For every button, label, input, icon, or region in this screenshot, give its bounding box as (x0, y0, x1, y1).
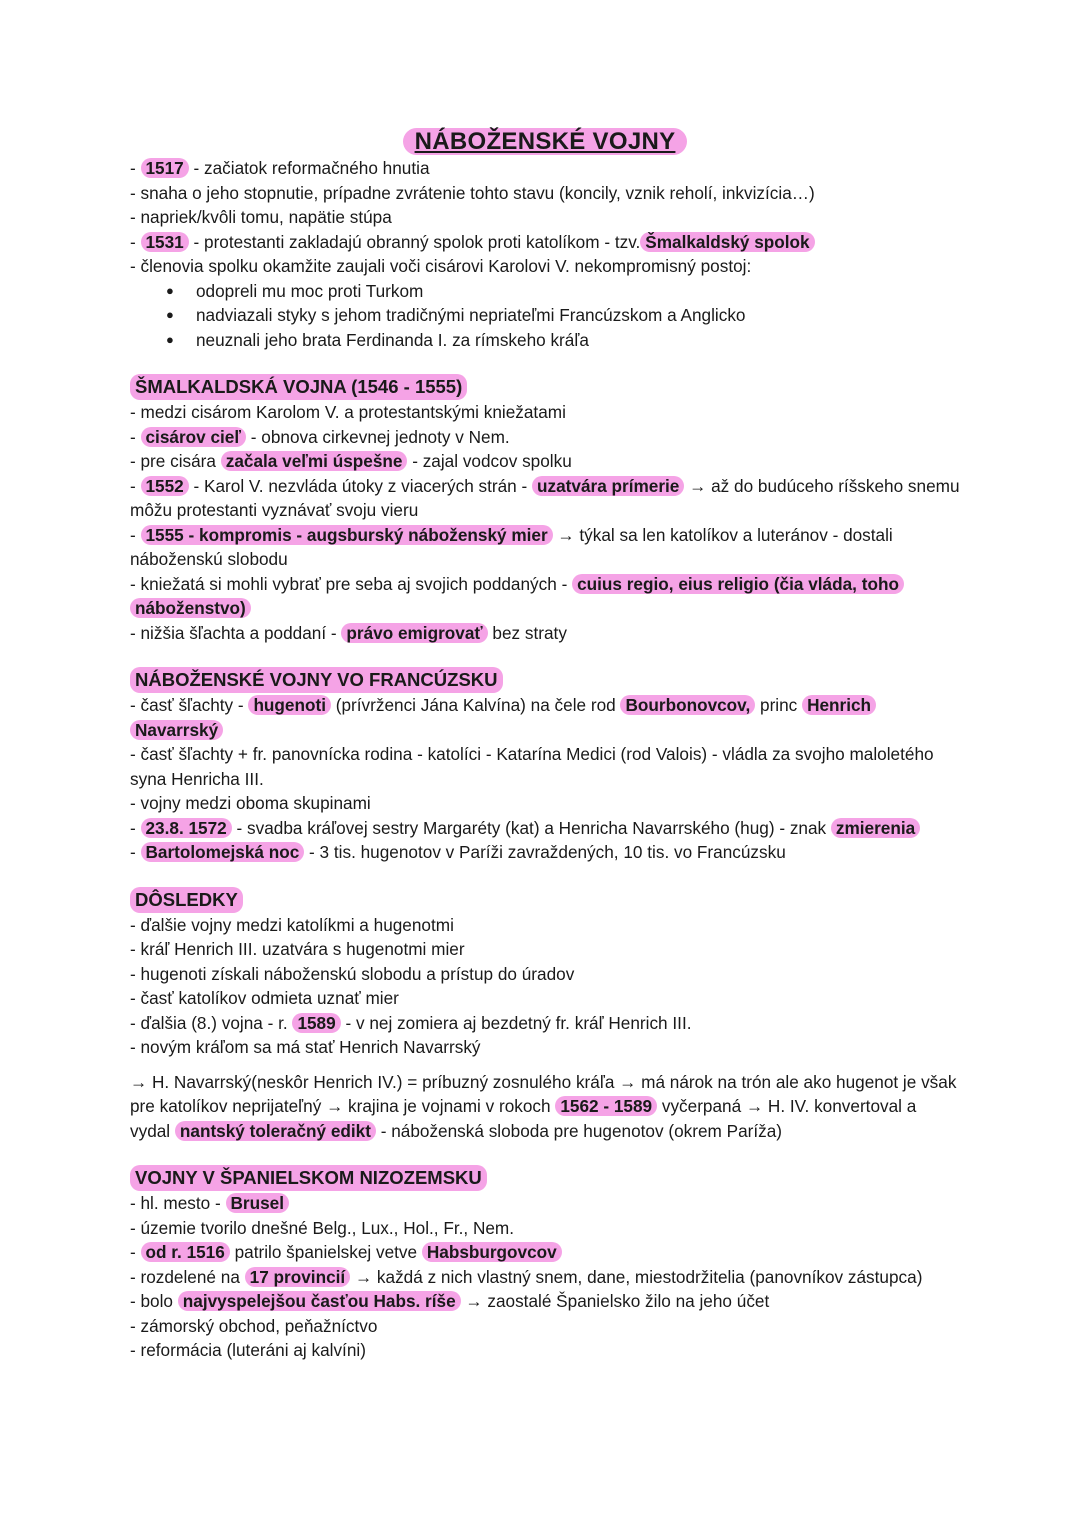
sp-line-6: - zámorský obchod, peňažníctvo (130, 1315, 378, 1336)
smal-line-5: - 1555 - kompromis - augsburský náboženský mier → týkal sa len katolíkov a luteránov - dostali náboženskú slobodu (130, 524, 893, 569)
section-heading-dosledky: DÔSLEDKY (130, 887, 243, 913)
title-wrap (130, 128, 960, 156)
sp-line-7: - reformácia (luteráni aj kalvíni) (130, 1340, 366, 1360)
fr-line-1: - časť šľachty - hugenoti (prívrženci Jána Kalvína) na čele rod Bourbonovcov, princ Henrich Navarrský (130, 693, 960, 742)
smal-line-2: - cisárov cieľ - obnova cirkevnej jednoty v Nem. (130, 426, 510, 447)
page-title: NÁBOŽENSKÉ VOJNY (403, 128, 688, 155)
fr-line-2: - časť šľachty + fr. panovnícka rodina - katolíci - Katarína Medici (rod Valois) - vládla za svojho maloletého syna Henricha III. (130, 744, 934, 789)
highlight-1531: 1531 (141, 232, 189, 252)
dos-line-1: - ďalšie vojny medzi katolíkmi a hugenotmi (130, 914, 454, 935)
dos-line-4: - časť katolíkov odmieta uznať mier (130, 988, 399, 1008)
sp-line-3: - od r. 1516 patrilo španielskej vetve Habsburgovcov (130, 1240, 960, 1265)
dos-line-3: - hugenoti získali náboženskú slobodu a prístup do úradov (130, 963, 575, 984)
sp-line-5: - bolo najvyspelejšou časťou Habs. ríše → zaostalé Španielsko žilo na jeho účet (130, 1291, 770, 1311)
dos-line-6: - novým kráľom sa má stať Henrich Navarrský (130, 1037, 481, 1057)
highlight-smalkaldsky-spolok: Šmalkaldský spolok (640, 232, 814, 252)
highlight-1517: 1517 (141, 158, 189, 178)
fr-line-3: - vojny medzi oboma skupinami (130, 793, 371, 813)
smal-line-3: - pre cisára začala veľmi úspešne - zajal vodcov spolku (130, 451, 572, 471)
sp-line-2: - územie tvorilo dnešné Belg., Lux., Hol., Fr., Nem. (130, 1217, 515, 1238)
bullet-item: ● odopreli mu moc proti Turkom (130, 279, 960, 304)
dos-line-2: - kráľ Henrich III. uzatvára s hugenotmi mier (130, 939, 465, 959)
dos-paragraph: → H. Navarrský(neskôr Henrich IV.) = príbuzný zosnulého kráľa → má nárok na trón ale ako hugenot je však pre katolíkov neprijateľný → krajina je vojnami v rokoch 1562 - 1589 vyčerpaná → H. IV. konvertoval a vydal nantský toleračný edikt - náboženská sloboda pre hugenotov (okrem Paríža) (130, 1071, 957, 1141)
smal-line-1: - medzi cisárom Karolom V. a protestantskými kniežatami (130, 402, 566, 422)
sp-line-4: - rozdelené na 17 provincií → každá z nich vlastný snem, dane, miestodržitelia (panovníkov zástupca) (130, 1266, 923, 1287)
dos-line-5: - ďalšia (8.) vojna - r. 1589 - v nej zomiera aj bezdetný fr. kráľ Henrich III. (130, 1012, 692, 1033)
smal-line-6: - kniežatá si mohli vybrať pre seba aj svojich poddaných - cuius regio, eius religio (čia vláda, toho náboženstvo) (130, 572, 960, 621)
bullet-item: ● neuznali jeho brata Ferdinanda I. za rímskeho kráľa (130, 328, 960, 353)
intro-line-4: - 1531 - protestanti zakladajú obranný spolok proti katolíkom - tzv. Šmalkaldský spolok (130, 230, 960, 255)
fr-line-5: - Bartolomejská noc - 3 tis. hugenotov v Paríži zavraždených, 10 tis. vo Francúzsku (130, 842, 786, 862)
document-page (130, 128, 960, 1363)
section-heading-francuzsko: NÁBOŽENSKÉ VOJNY VO FRANCÚZSKU (130, 667, 503, 693)
section-heading-nizozemsko: VOJNY V ŠPANIELSKOM NIZOZEMSKU (130, 1165, 487, 1191)
intro-bullet-list (130, 279, 960, 353)
smal-line-4: - 1552 - Karol V. nezvláda útoky z viacerých strán - uzatvára prímerie → až do budúceho ríšskeho snemu môžu protestanti vyznávať svoju vieru (130, 475, 960, 520)
intro-line-1: - 1517 - začiatok reformačného hnutia (130, 158, 430, 178)
intro-line-2: - snaha o jeho stopnutie, prípadne zvrátenie tohto stavu (koncily, vznik reholí, inkvizícia…) (130, 182, 815, 203)
bullet-item: ● nadviazali styky s jehom tradičnými nepriateľmi Francúzskom a Anglicko (130, 303, 960, 328)
smal-line-7: - nižšia šľachta a poddaní - právo emigrovať bez straty (130, 622, 567, 643)
intro-line-3: - napriek/kvôli tomu, napätie stúpa (130, 207, 392, 227)
section-heading-smalkaldska: ŠMALKALDSKÁ VOJNA (1546 - 1555) (130, 374, 467, 400)
intro-line-5: - členovia spolku okamžite zaujali voči cisárovi Karolovi V. nekompromisný postoj: (130, 256, 752, 276)
sp-line-1: - hl. mesto - Brusel (130, 1191, 960, 1216)
fr-line-4: - 23.8. 1572 - svadba kráľovej sestry Margaréty (kat) a Henricha Navarrského (hug) - znak zmierenia (130, 816, 960, 841)
